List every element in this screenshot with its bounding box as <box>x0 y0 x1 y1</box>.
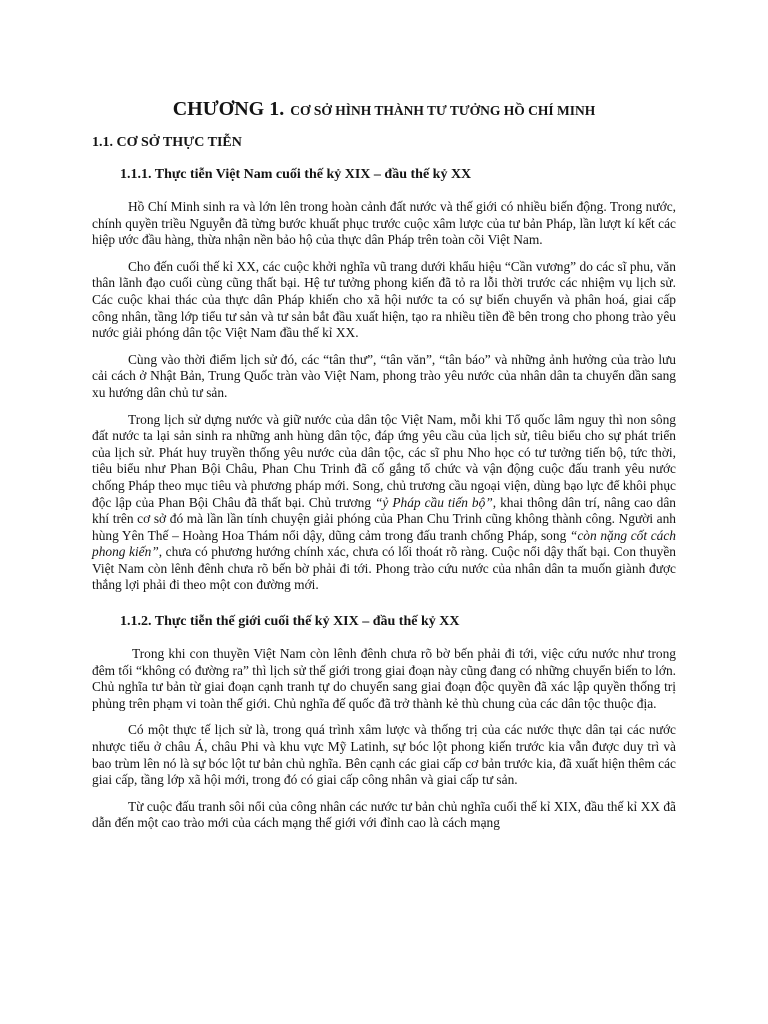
paragraph: Có một thực tế lịch sử là, trong quá trình xâm lược và thống trị của các nước thực dân tại các nước nhược tiểu ở châu Á, châu Phi và khu vực Mỹ Latinh, sự bóc lột phong kiến trước kia vẫn được duy trì và bao trùm lên nó là sự bóc lột tư bản chủ nghĩa. Bên cạnh các giai cấp cơ bản trước kia, đã xuất hiện thêm các giai cấp, tầng lớp xã hội mới, trong đó có giai cấp công nhân và giai cấp tư sản. <box>92 722 676 788</box>
paragraph-text: , khai thông dân trí, nâng cao dân khí trên cơ sở đó mà lần lần tính chuyện giải phóng của Phan Chu Trinh cũng không thành công. Người anh hùng Yên Thế – Hoàng Hoa Thám nổi dậy, dũng cảm trong đấu tranh chống Pháp, song <box>92 494 676 543</box>
paragraph: Cùng vào thời điểm lịch sử đó, các “tân thư”, “tân văn”, “tân báo” và những ảnh hưởng của trào lưu cải cách ở Nhật Bản, Trung Quốc tràn vào Việt Nam, phong trào yêu nước của nhân dân ta chuyển dần sang xu hướng dân chủ tư sản. <box>92 351 676 400</box>
chapter-label: CHƯƠNG 1. <box>172 98 285 120</box>
paragraph-text: , chưa có phương hướng chính xác, chưa có lối thoát rõ ràng. Cuộc nổi dậy thất bại. Con thuyền Việt Nam còn lênh đênh chưa rõ bến bờ phải đi tới. Phong trào cứu nước của nhân dân ta muốn giành được thắng lợi phải đi theo một con đường mới. <box>92 544 676 593</box>
paragraph-text: Trong lịch sử dựng nước và giữ nước của dân tộc Việt Nam, mỗi khi Tổ quốc lâm nguy thì non sông đất nước ta lại sản sinh ra những anh hùng dân tộc, đáp ứng yêu cầu của lịch sử, tiêu biểu cho sự phát triển của lịch sử. Phát huy truyền thống yêu nước của dân tộc, các sĩ phu Nho học có tư tưởng tiến bộ, tức thời, tiêu biểu như Phan Bội Châu, Phan Chu Trinh đã cố gắng tổ chức và vận động cuộc đấu tranh yêu nước chống Pháp theo mục tiêu và phương pháp mới. Song, chủ trương cầu ngoại viện, dùng bạo lực để khôi phục độc lập của Phan Bội Châu đã thất bại. Chủ trương <box>92 411 676 510</box>
paragraph: Trong khi con thuyền Việt Nam còn lênh đênh chưa rõ bờ bến phải đi tới, việc cứu nước như trong đêm tối “không có đường ra” thì lịch sử thế giới trong giai đoạn này cũng đang có những chuyển biến to lớn. Chủ nghĩa tư bản từ giai đoạn cạnh tranh tự do chuyển sang giai đoạn độc quyền đã xác lập quyền thống trị phủng trên phạm vi toàn thế giới. Chủ nghĩa đế quốc đã trở thành kẻ thù chung của các dân tộc thuộc địa. <box>92 646 676 711</box>
chapter-name: CƠ SỞ HÌNH THÀNH TƯ TƯỞNG HỒ CHÍ MINH <box>290 103 596 118</box>
paragraph: Từ cuộc đấu tranh sôi nổi của công nhân các nước tư bản chủ nghĩa cuối thế kỉ XIX, đầu thế kỉ XX đã dẫn đến một cao trào mới của cách mạng thế giới với đỉnh cao là cách mạng <box>92 798 676 831</box>
subsection-heading-vietnam: 1.1.1. Thực tiễn Việt Nam cuối thế kỷ XIX – đầu thế kỷ XX <box>120 167 472 182</box>
section-heading: 1.1. CƠ SỞ THỰC TIỄN <box>92 135 242 150</box>
paragraph <box>92 412 676 595</box>
paragraph: Hồ Chí Minh sinh ra và lớn lên trong hoàn cảnh đất nước và thế giới có nhiều biến động. Trong nước, chính quyền triều Nguyễn đã từng bước khuất phục trước cuộc xâm lược của tư bản Pháp, lần lượt kí kết các hiệp ước đầu hàng, thừa nhận nền bảo hộ của thực dân Pháp trên toàn cõi Việt Nam. <box>92 199 676 248</box>
italic-quote: “ỷ Pháp cầu tiến bộ” <box>374 494 493 510</box>
paragraph: Cho đến cuối thế kỉ XX, các cuộc khởi nghĩa vũ trang dưới khẩu hiệu “Cần vương” do các sĩ phu, văn thân lãnh đạo cuối cùng cũng thất bại. Hệ tư tưởng phong kiến đã tỏ ra lỗi thời trước các nhiệm vụ lịch sử. Các cuộc khai thác của thực dân Pháp khiến cho xã hội nước ta có sự biến chuyển và phân hoá, giai cấp công nhân, tầng lớp tiểu tư sản và tư sản bắt đầu xuất hiện, tạo ra nhiều tiền đề bên trong cho phong trào yêu nước giải phóng dân tộc Việt Nam đầu thế kỉ XX. <box>92 258 676 341</box>
subsection-heading-world: 1.1.2. Thực tiễn thế giới cuối thế kỷ XIX – đầu thế kỷ XX <box>120 614 460 630</box>
document-page <box>92 98 676 842</box>
chapter-title <box>92 98 676 121</box>
italic-quote: “còn nặng cốt cách phong kiến” <box>92 527 677 560</box>
